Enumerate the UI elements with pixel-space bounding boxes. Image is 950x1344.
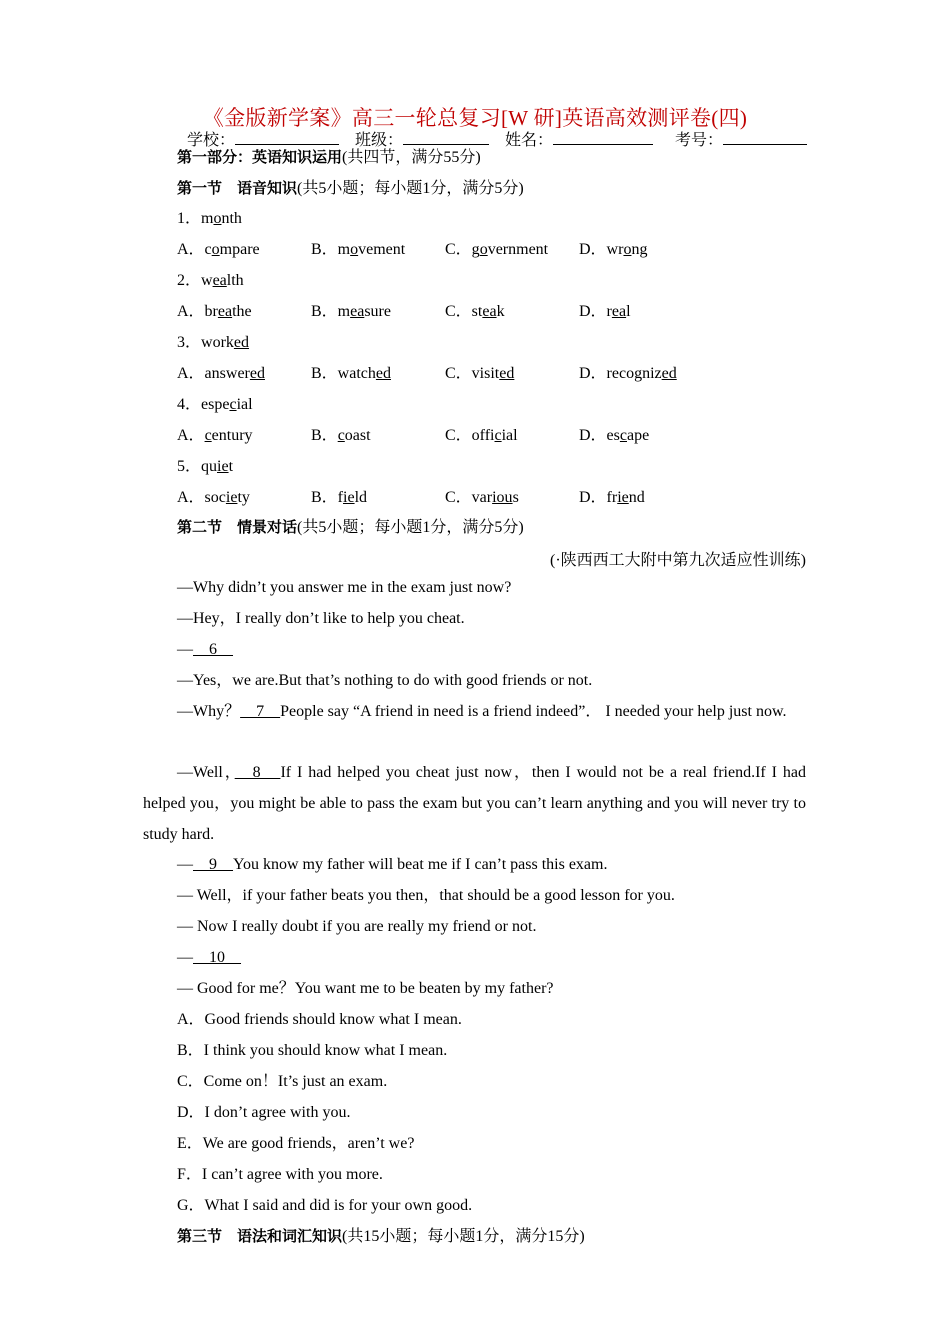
choice-c: C．Come on！It’s just an exam.	[177, 1073, 388, 1090]
question-1-option-a: A．compare	[177, 241, 260, 258]
question-2-option-c: C．steak	[445, 303, 505, 320]
question-5-option-c: C．various	[445, 489, 519, 506]
class-blank[interactable]	[403, 130, 489, 145]
dialog-line-10: — 10	[177, 949, 242, 966]
question-3-option-c: C．visited	[445, 365, 515, 382]
question-2-option-a: A．breathe	[177, 303, 252, 320]
dialog-line-5: —Why？ 7 People say “A friend in need is a friend indeed”． I needed your help just now.	[177, 703, 787, 720]
number-label: 考号：	[675, 132, 724, 149]
question-4-option-b: B．coast	[311, 427, 371, 444]
blank-6[interactable]: 6	[193, 641, 234, 658]
choice-g: G．What I said and did is for your own good.	[177, 1197, 473, 1214]
dialog-line-6: —Well， 8 If I had helped you cheat just now，then I would not be a real friend.If I had helped you，you might be able to pass the exam but you can’t learn anything and you will never try to study hard.	[143, 764, 806, 843]
choice-b: B．I think you should know what I mean.	[177, 1042, 448, 1059]
dialog-line-8: — Well，if your father beats you then，that should be a good lesson for you.	[177, 887, 675, 904]
question-2-word: 2．wealth	[177, 272, 244, 289]
choice-e: E．We are good friends，aren’t we?	[177, 1135, 415, 1152]
blank-8[interactable]: 8	[234, 764, 281, 781]
part1-heading: 第一部分：英语知识运用(共四节，满分55分)	[177, 148, 481, 166]
choice-f: F．I can’t agree with you more.	[177, 1166, 383, 1183]
dialog-line-4: —Yes，we are.But that’s nothing to do with good friends or not.	[177, 672, 593, 689]
question-4-option-d: D．escape	[579, 427, 650, 444]
question-1-option-c: C．government	[445, 241, 549, 258]
section1-heading: 第一节 语音知识(共5小题；每小题1分，满分5分)	[177, 179, 524, 197]
question-2-option-d: D．real	[579, 303, 631, 320]
question-4-option-a: A．century	[177, 427, 253, 444]
choice-a: A．Good friends should know what I mean.	[177, 1011, 462, 1028]
blank-10[interactable]: 10	[193, 949, 242, 966]
question-4-word: 4．especial	[177, 396, 253, 413]
question-5-word: 5．quiet	[177, 458, 234, 475]
name-blank[interactable]	[553, 130, 653, 145]
question-2-option-b: B．measure	[311, 303, 391, 320]
dialog-line-2: —Hey，I really don’t like to help you cheat.	[177, 610, 465, 627]
dialog-line-7: — 9 You know my father will beat me if I can’t pass this exam.	[177, 856, 608, 873]
question-4-option-c: C．official	[445, 427, 518, 444]
section2-source: (·陕西西工大附中第九次适应性训练)	[550, 552, 806, 569]
dialog-line-9: — Now I really doubt if you are really my friend or not.	[177, 918, 537, 935]
choice-d: D．I don’t agree with you.	[177, 1104, 351, 1121]
section3-heading: 第三节 语法和词汇知识(共15小题；每小题1分，满分15分)	[177, 1227, 585, 1245]
dialog-line-11: — Good for me？You want me to be beaten by my father?	[177, 980, 554, 997]
school-label: 学校：	[187, 132, 236, 149]
page-title: 《金版新学案》高三一轮总复习[W 研]英语高效测评卷(四)	[202, 106, 748, 130]
question-3-option-d: D．recognized	[579, 365, 677, 382]
question-3-option-b: B．watched	[311, 365, 391, 382]
number-blank[interactable]	[723, 130, 807, 145]
dialog-line-1: —Why didn’t you answer me in the exam just now?	[177, 579, 512, 596]
question-3-option-a: A．answered	[177, 365, 265, 382]
blank-9[interactable]: 9	[193, 856, 234, 873]
question-5-option-b: B．field	[311, 489, 368, 506]
blank-7[interactable]: 7	[240, 703, 281, 720]
question-3-word: 3．worked	[177, 334, 250, 351]
name-label: 姓名：	[505, 132, 554, 149]
question-5-option-a: A．society	[177, 489, 250, 506]
question-5-option-d: D．friend	[579, 489, 645, 506]
school-blank[interactable]	[235, 130, 339, 145]
class-label: 班级：	[355, 132, 404, 149]
question-1-word: 1．month	[177, 210, 242, 227]
question-1-option-b: B．movement	[311, 241, 406, 258]
question-1-option-d: D．wrong	[579, 241, 648, 258]
dialog-line-3: — 6	[177, 641, 234, 658]
section2-heading: 第二节 情景对话(共5小题；每小题1分，满分5分)	[177, 518, 524, 536]
